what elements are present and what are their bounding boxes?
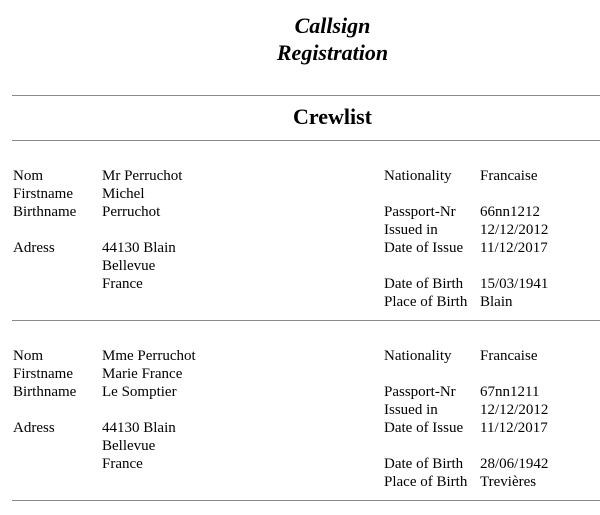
address-line-2: Bellevue <box>102 438 156 454</box>
birthname-value: Le Somptier <box>102 384 177 400</box>
place-of-birth-label: Place of Birth <box>384 474 468 490</box>
adress-label: Adress <box>13 420 55 436</box>
crew-member-record <box>0 167 600 317</box>
nationality-label: Nationality <box>384 348 452 364</box>
record-divider <box>12 320 600 321</box>
date-of-birth-value: 15/03/1941 <box>480 276 549 292</box>
date-of-birth-value: 28/06/1942 <box>480 456 549 472</box>
passport-nr-value: 66nn1212 <box>480 204 540 220</box>
firstname-label: Firstname <box>13 366 73 382</box>
address-line-1: 44130 Blain <box>102 420 176 436</box>
bottom-divider <box>12 500 600 501</box>
date-of-birth-label: Date of Birth <box>384 276 464 292</box>
place-of-birth-label: Place of Birth <box>384 294 468 310</box>
nom-value: Mme Perruchot <box>102 348 196 364</box>
title-line-callsign: Callsign <box>294 13 371 38</box>
nationality-label: Nationality <box>384 168 452 184</box>
passport-nr-label: Passport-Nr <box>384 384 456 400</box>
place-of-birth-value: Trevières <box>480 474 537 490</box>
firstname-value: Marie France <box>102 366 183 382</box>
nom-value: Mr Perruchot <box>102 168 183 184</box>
section-heading-crewlist: Crewlist <box>292 104 373 129</box>
birthname-label: Birthname <box>13 384 77 400</box>
issued-in-label: Issued in <box>384 402 438 418</box>
heading-divider <box>12 140 600 141</box>
birthname-label: Birthname <box>13 204 77 220</box>
date-of-issue-value: 11/12/2017 <box>480 420 548 436</box>
title-line-registration: Registration <box>276 40 389 65</box>
address-line-2: Bellevue <box>102 258 156 274</box>
firstname-value: Michel <box>102 186 145 202</box>
nom-label: Nom <box>13 168 43 184</box>
passport-nr-label: Passport-Nr <box>384 204 456 220</box>
nom-label: Nom <box>13 348 43 364</box>
date-of-issue-value: 11/12/2017 <box>480 240 548 256</box>
crew-member-record <box>0 347 600 497</box>
adress-label: Adress <box>13 240 55 256</box>
nationality-value: Francaise <box>480 348 538 364</box>
nationality-value: Francaise <box>480 168 538 184</box>
address-line-3: France <box>102 456 143 472</box>
place-of-birth-value: Blain <box>480 294 513 310</box>
date-of-issue-label: Date of Issue <box>384 420 464 436</box>
issued-in-value: 12/12/2012 <box>480 402 549 418</box>
issued-in-value: 12/12/2012 <box>480 222 549 238</box>
date-of-birth-label: Date of Birth <box>384 456 464 472</box>
passport-nr-value: 67nn1211 <box>480 384 540 400</box>
top-divider <box>12 95 600 96</box>
address-line-3: France <box>102 276 143 292</box>
issued-in-label: Issued in <box>384 222 438 238</box>
address-line-1: 44130 Blain <box>102 240 176 256</box>
firstname-label: Firstname <box>13 186 73 202</box>
birthname-value: Perruchot <box>102 204 161 220</box>
date-of-issue-label: Date of Issue <box>384 240 464 256</box>
